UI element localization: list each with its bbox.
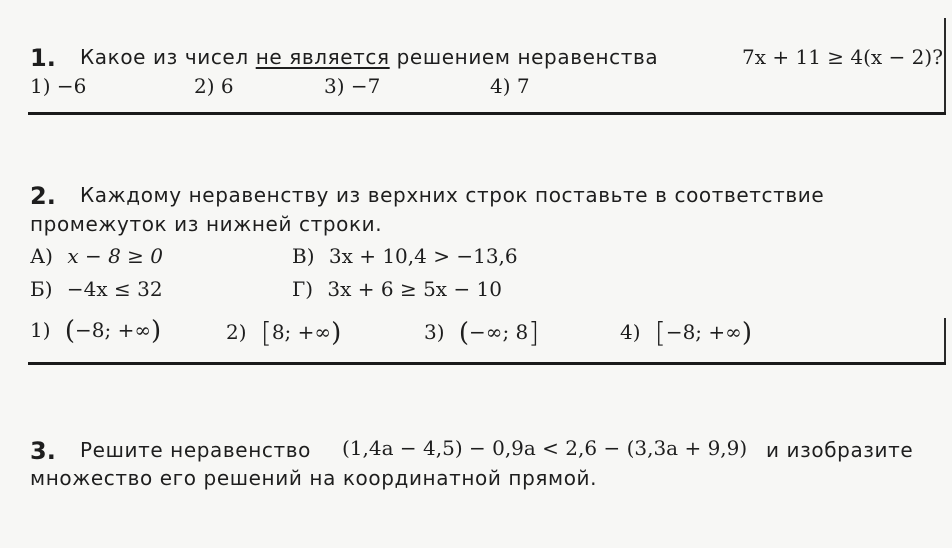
inequality-v: В) 3x + 10,4 > −13,6 bbox=[292, 244, 518, 268]
divider-task2 bbox=[28, 362, 946, 365]
task-2-line-2: промежуток из нижней строки. bbox=[30, 212, 383, 236]
task-2-number: 2. bbox=[30, 182, 56, 210]
task-1-number: 1. bbox=[30, 44, 56, 72]
task-3-number: 3. bbox=[30, 437, 56, 465]
task-1-expression: 7x + 11 ≥ 4(x − 2)? bbox=[742, 45, 943, 69]
task-1-text-before: Какое из чисел bbox=[80, 45, 249, 69]
interval-option: 3) (−∞; 8] bbox=[424, 316, 540, 349]
task-1-option: 4) 7 bbox=[490, 74, 530, 98]
inequality-b: Б) −4x ≤ 32 bbox=[30, 277, 163, 301]
task-1-option: 1) −6 bbox=[30, 74, 87, 98]
inequality-g: Г) 3x + 6 ≥ 5x − 10 bbox=[292, 277, 503, 301]
frame-right-edge-middle bbox=[944, 318, 946, 364]
divider-task1 bbox=[28, 112, 946, 115]
interval-option: 4) [−8; +∞) bbox=[620, 316, 752, 349]
task-1-option: 2) 6 bbox=[194, 74, 234, 98]
task-1-option: 3) −7 bbox=[324, 74, 381, 98]
task-3-expression: (1,4a − 4,5) − 0,9a < 2,6 − (3,3a + 9,9) bbox=[342, 436, 748, 460]
frame-right-edge-top bbox=[944, 18, 946, 113]
interval-option: 1) (−8; +∞) bbox=[30, 316, 162, 346]
task-3-text-after: и изобразите bbox=[766, 438, 914, 462]
task-1-text-underlined: не является bbox=[255, 45, 390, 69]
task-1-text-after: решением неравенства bbox=[396, 45, 659, 69]
task-3-text-before: Решите неравенство bbox=[80, 438, 311, 462]
task-2-line-1: Каждому неравенству из верхних строк поставьте в соответствие bbox=[80, 183, 825, 207]
interval-option: 2) [8; +∞) bbox=[226, 316, 342, 349]
task-3-line-2: множество его решений на координатной прямой. bbox=[30, 466, 598, 490]
task-1-question bbox=[80, 45, 658, 69]
inequality-a: А) x − 8 ≥ 0 bbox=[30, 244, 163, 268]
